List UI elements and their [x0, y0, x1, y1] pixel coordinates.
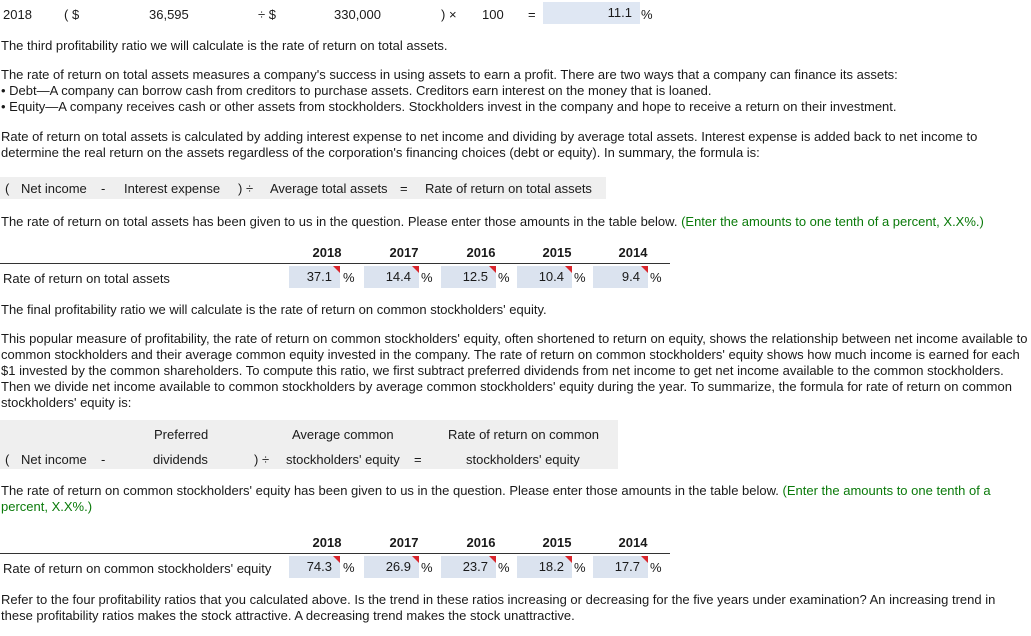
pct-sign: %: [421, 560, 433, 575]
roe-row-label: Rate of return on common stockholders' equity: [3, 561, 272, 576]
roa-given-instruction: The rate of return on total assets has been given to us in the question. Please enter those amounts in the table below. (Enter the amounts to one tenth of a percent, X.X%.): [1, 214, 984, 229]
final-question: Refer to the four profitability ratios that you calculated above. Is the trend in these ratios increasing or decreasing for the five years under examination? An increasing trend in these profitability ratios makes the stock attractive. A decreasing trend makes the stock unattractive.: [1, 592, 996, 623]
formula-average-total-assets: Average total assets: [270, 181, 388, 196]
roa-input-2017[interactable]: 14.4: [364, 266, 419, 288]
col-header-2015: 2015: [542, 535, 572, 550]
formula-result: Rate of return on total assets: [425, 181, 592, 196]
flag-icon: [565, 556, 572, 563]
roa-input-2018[interactable]: 37.1: [289, 266, 340, 288]
equals-sign: =: [528, 7, 536, 22]
intro-roe: The final profitability ratio we will calculate is the rate of return on common stockholders' equity.: [1, 302, 547, 317]
top-result-field[interactable]: [543, 2, 640, 24]
roa-hint: (Enter the amounts to one tenth of a percent, X.X%.): [681, 214, 984, 229]
flag-icon: [333, 266, 340, 273]
intro-roa: The third profitability ratio we will calculate is the rate of return on total assets.: [1, 38, 448, 53]
col-header-2015: 2015: [542, 245, 572, 260]
formula-open-paren: (: [5, 452, 10, 467]
formula-operator: -: [101, 452, 106, 467]
roa-input-2016[interactable]: 12.5: [441, 266, 496, 288]
list-item: • Debt—A company can borrow cash from creditors to purchase assets. Creditors earn interest on the money that is loaned.: [1, 83, 712, 98]
formula-preferred-bottom: dividends: [153, 452, 208, 467]
roe-given-instruction: The rate of return on common stockholders' equity has been given to us in the question. Please enter those amounts in the table below. (Enter the amounts to one tenth of a percent, X.X%.): [1, 483, 991, 514]
divide-dollar: ÷ $: [258, 7, 276, 22]
col-header-2018: 2018: [312, 245, 342, 260]
formula-operator: -: [101, 181, 106, 196]
top-year: 2018: [3, 7, 32, 22]
col-header-2017: 2017: [389, 535, 419, 550]
pct-sign: %: [343, 560, 355, 575]
formula-equals: =: [414, 452, 422, 467]
formula-preferred-top: Preferred: [154, 427, 209, 442]
col-header-2018: 2018: [312, 535, 342, 550]
formula-close-divide: ) ÷: [238, 181, 254, 196]
roe-input-2016[interactable]: 23.7: [441, 556, 496, 578]
col-header-2016: 2016: [466, 245, 496, 260]
formula-net-income: Net income: [21, 452, 87, 467]
flag-icon: [641, 266, 648, 273]
net-income-value: 36,595: [149, 7, 189, 22]
financing-list: [1, 83, 1021, 115]
formula-close-divide: ) ÷: [254, 452, 270, 467]
formula-interest-expense: Interest expense: [124, 181, 221, 196]
pct-sign: %: [498, 270, 510, 285]
hundred: 100: [482, 7, 504, 22]
top-result-value: 11.1: [607, 5, 632, 20]
flag-icon: [489, 556, 496, 563]
formula-open-paren: (: [5, 181, 10, 196]
formula-avg-bottom: stockholders' equity: [286, 452, 400, 467]
open-paren-dollar: ( $: [64, 7, 80, 22]
formula-result-bottom: stockholders' equity: [466, 452, 580, 467]
list-item: • Equity—A company receives cash or other assets from stockholders. Stockholders invest in the company and hope to receive a return on their investment.: [1, 99, 897, 114]
pct-sign: %: [650, 560, 662, 575]
col-header-2014: 2014: [618, 535, 648, 550]
pct-sign: %: [574, 270, 586, 285]
flag-icon: [412, 556, 419, 563]
roe-hint: (Enter the amounts to one tenth of a percent, X.X%.): [1, 483, 991, 514]
pct-sign: %: [343, 270, 355, 285]
close-times: ) ×: [441, 7, 457, 22]
pct-sign: %: [498, 560, 510, 575]
flag-icon: [489, 266, 496, 273]
flag-icon: [412, 266, 419, 273]
col-header-2016: 2016: [466, 535, 496, 550]
flag-icon: [333, 556, 340, 563]
col-header-2017: 2017: [389, 245, 419, 260]
formula-equals: =: [400, 181, 408, 196]
col-header-2014: 2014: [618, 245, 648, 260]
table-header-rule: [0, 553, 670, 554]
table-header-rule: [0, 263, 670, 264]
roe-description: This popular measure of profitability, the rate of return on common stockholders' equity, often shortened to return on equity, shows the relationship between net income available to common stockholders and their average common equity invested in the company. The rate of return on common stockholders' equity shows how much income is earned for each $1 invested by the common shareholders. To compute this ratio, we first subtract preferred dividends from net income to get net income available to the common stockholders. Then we divide net income available to common stockholders by average common stockholders' equity during the year. To summarize, the formula for rate of return on common stockholders' equity is:: [1, 331, 1028, 410]
roa-input-2015[interactable]: 10.4: [517, 266, 572, 288]
roe-input-2017[interactable]: 26.9: [364, 556, 419, 578]
roa-input-2014[interactable]: 9.4: [593, 266, 648, 288]
roa-formula: [0, 177, 606, 199]
roa-description: The rate of return on total assets measures a company's success in using assets to earn a profit. There are two ways that a company can finance its assets:: [1, 67, 898, 82]
sales-value: 330,000: [334, 7, 381, 22]
pct-sign: %: [574, 560, 586, 575]
formula-avg-top: Average common: [292, 427, 394, 442]
flag-icon: [565, 266, 572, 273]
pct-sign: %: [421, 270, 433, 285]
formula-result-top: Rate of return on common: [448, 427, 600, 442]
roe-input-2015[interactable]: 18.2: [517, 556, 572, 578]
roa-row-label: Rate of return on total assets: [3, 271, 170, 286]
pct-sign: %: [650, 270, 662, 285]
top-pct-sign: %: [641, 7, 653, 22]
roe-formula: [0, 420, 618, 469]
roe-input-2018[interactable]: 74.3: [289, 556, 340, 578]
flag-icon: [641, 556, 648, 563]
roe-input-2014[interactable]: 17.7: [593, 556, 648, 578]
formula-net-income: Net income: [21, 181, 87, 196]
roa-calc-description: Rate of return on total assets is calculated by adding interest expense to net income and dividing by average total assets. Interest expense is added back to net income to determine the real return on the assets regardless of the corporation's financing choices (debt or equity). In summary, the formula is:: [1, 129, 978, 160]
